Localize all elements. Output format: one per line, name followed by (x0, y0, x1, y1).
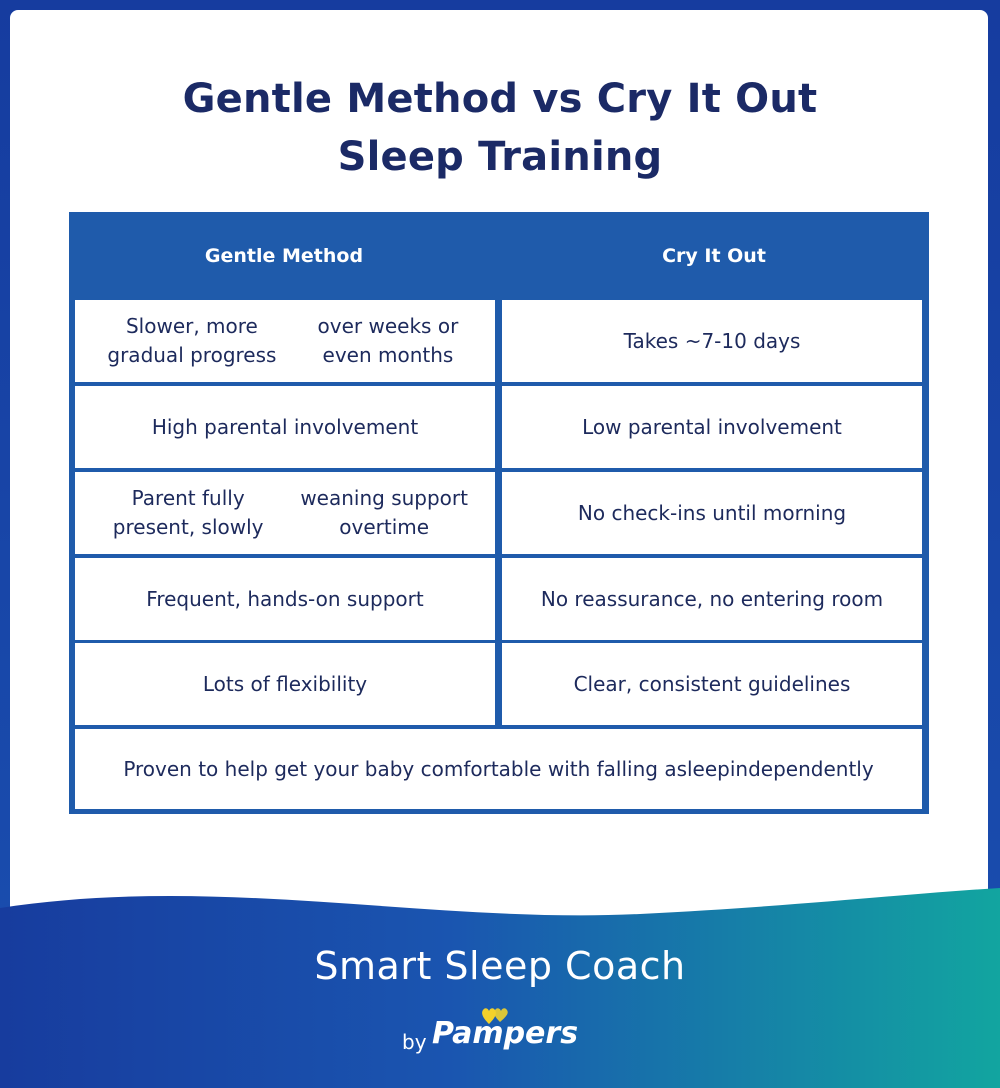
cell-line: weaning support overtime (300, 486, 468, 539)
table-cell-gentle (75, 472, 495, 554)
table-footer-cell (75, 729, 922, 809)
page-title (0, 70, 1000, 186)
table-cell-gentle (75, 300, 495, 382)
table-cell-cio (502, 300, 922, 382)
table-cell-cio (502, 643, 922, 725)
title-line-1: Gentle Method vs Cry It Out (182, 76, 818, 122)
cell-line: Takes ~7-10 days (623, 328, 801, 353)
header-cry-it-out: Cry It Out (662, 245, 766, 267)
cell-line: independently (729, 756, 874, 781)
cell-line: No reassurance, no entering room (540, 586, 884, 611)
table-cell-cio (502, 386, 922, 468)
table-cell-gentle (75, 386, 495, 468)
pampers-logo: Pampers (432, 1016, 579, 1051)
table-cell-cio (502, 472, 922, 554)
title-line-2: Sleep Training (337, 134, 663, 180)
cell-line: Lots of flexibility (202, 671, 368, 696)
table-cell-gentle (75, 643, 495, 725)
cell-line: Low parental involvement (582, 414, 842, 439)
header-gentle-method: Gentle Method (204, 245, 364, 267)
cell-line: Proven to help get your baby comfortable with falling asleep (123, 756, 730, 781)
cell-line: No check-ins until morning (577, 500, 847, 525)
cell-line: Clear, consistent guidelines (573, 671, 851, 696)
comparison-table (69, 212, 929, 814)
table-cell-gentle (75, 558, 495, 640)
brand-by-label: by (402, 1030, 427, 1054)
cell-line: over weeks or even months (317, 314, 459, 367)
cell-line: High parental involvement (151, 414, 419, 439)
brand-name: Smart Sleep Coach (314, 944, 686, 988)
table-cell-cio (502, 558, 922, 640)
cell-line: Slower, more gradual progress (107, 314, 277, 367)
cell-line: Parent fully present, slowly (112, 486, 264, 539)
cell-line: Frequent, hands-on support (146, 586, 424, 611)
